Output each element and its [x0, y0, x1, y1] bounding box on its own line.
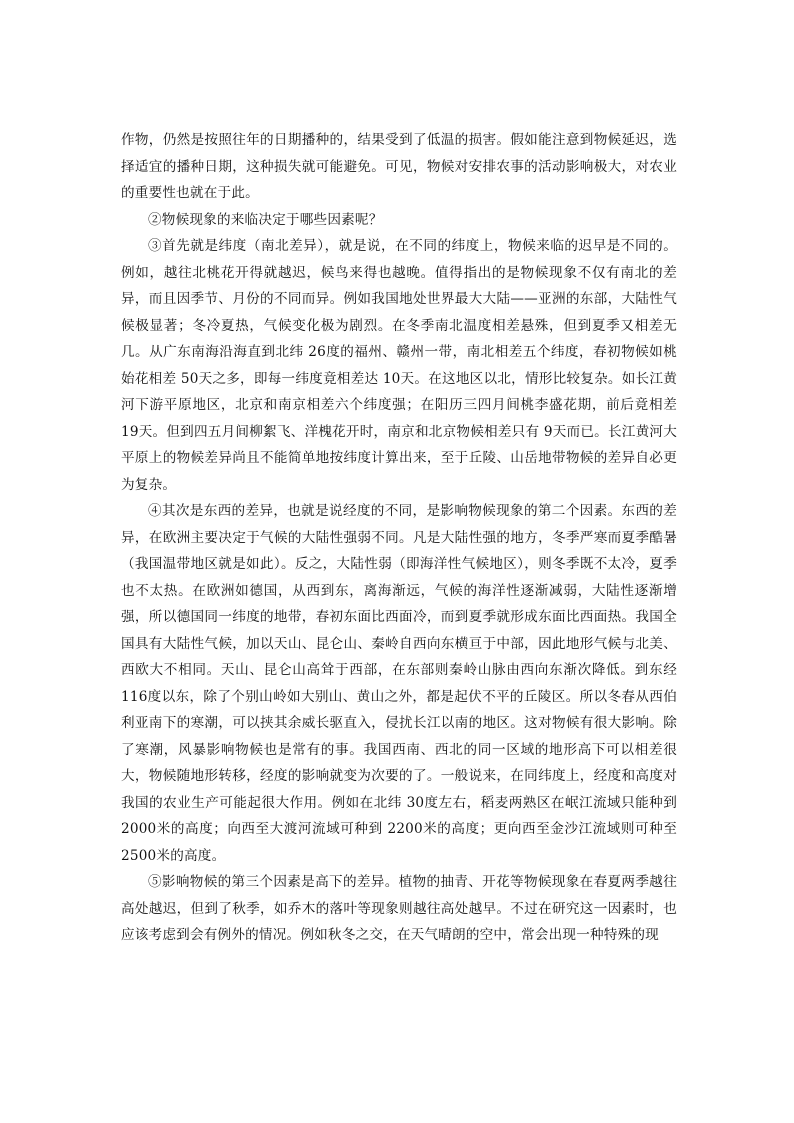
- paragraph-5: ⑤影响物候的第三个因素是高下的差异。植物的抽青、开花等物候现象在春夏两季越往高处越迟，但到了秋季，如乔木的落叶等现象则越往高处越早。不过在研究这一因素时，也应该考虑到会有例外的情况。例如秋冬之交，在天气晴朗的空中，常会出现一种特殊的现: [121, 874, 677, 943]
- paragraph-3: ③首先就是纬度（南北差异），就是说，在不同的纬度上，物候来临的迟早是不同的。例如，越往北桃花开得就越迟，候鸟来得也越晚。值得指出的是物候现象不仅有南北的差异，而且因季节、月份的不同而异。例如我国地处世界最大大陆——亚洲的东部，大陆性气候极显著；冬冷夏热，气候变化极为剧烈。在冬季南北温度相差悬殊，但到夏季又相差无几。从广东南海沿海直到北纬 26度的福州、赣州一带，南北相差五个纬度，春初物候如桃始花相差 50天之多，即每一纬度竟相差达 10天。在这地区以北，情形比较复杂。如长江黄河下游平原地区，北京和南京相差六个纬度强；在阳历三四月间桃李盛花期，前后竟相差 19天。但到四五月间柳絮飞、洋槐花开时，南京和北京物候相差只有 9天而已。长江黄河大平原上的物候差异尚且不能简单地按纬度计算出来，至于丘陵、山岳地带物候的差异自必更为复杂。: [121, 238, 677, 493]
- paragraph-4: ④其次是东西的差异，也就是说经度的不同，是影响物候现象的第二个因素。东西的差异，在欧洲主要决定于气候的大陆性强弱不同。凡是大陆性强的地方，冬季严寒而夏季酷暑（我国温带地区就是如此）。反之，大陆性弱（即海洋性气候地区），则冬季既不太冷，夏季也不太热。在欧洲如德国，从西到东，离海渐远，气候的海洋性逐渐减弱，大陆性逐渐增强，所以德国同一纬度的地带，春初东面比西面冷，而到夏季就形成东面比西面热。我国全国具有大陆性气候，加以天山、昆仑山、秦岭自西向东横亘于中部，因此地形气候与北美、西欧大不相同。天山、昆仑山高耸于西部，在东部则秦岭山脉由西向东渐次降低。到东经 116度以东，除了个别山岭如大别山、黄山之外，都是起伏不平的丘陵区。所以冬春从西伯利亚南下的寒潮，可以挟其余威长驱直入，侵扰长江以南的地区。这对物候有很大影响。除了寒潮，风暴影响物候也是常有的事。我国西南、西北的同一区域的地形高下可以相差很大，物候随地形转移，经度的影响就变为次要的了。一般说来，在同纬度上，经度和高度对我国的农业生产可能起很大作用。例如在北纬 30度左右，稻麦两熟区在岷江流域只能种到 2000米的高度；向西至大渡河流域可种到 2200米的高度；更向西至金沙江流域则可种至 2500米的高度。: [121, 503, 677, 864]
- paragraph-continued: 作物，仍然是按照往年的日期播种的，结果受到了低温的损害。假如能注意到物候延迟，选择适宜的播种日期，这种损失就可能避免。可见，物候对安排农事的活动影响极大，对农业的重要性也就在于此。: [121, 132, 677, 201]
- paragraph-2: ②物候现象的来临决定于哪些因素呢？: [148, 211, 383, 228]
- article-body: [121, 127, 677, 949]
